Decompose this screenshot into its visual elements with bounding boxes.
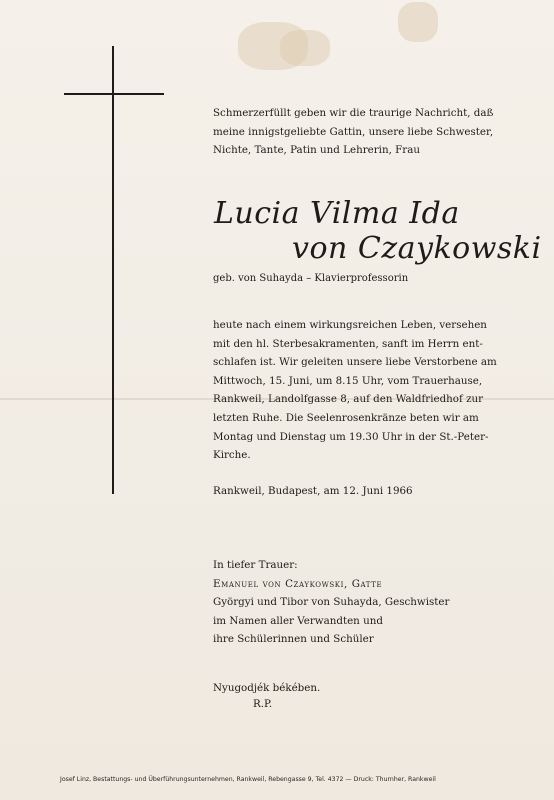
intro-line: meine innigstgeliebte Gattin, unsere liebe Schwester, <box>213 125 494 138</box>
intro-line: Nichte, Tante, Patin und Lehrerin, Frau <box>213 144 420 157</box>
deceased-name-line2: von Czaykowski <box>292 231 542 266</box>
intro-paragraph <box>213 104 513 160</box>
rest-in-peace-line: Nyugodjék békében. <box>213 682 321 694</box>
body-paragraph <box>213 316 513 465</box>
cross-vertical-bar <box>112 46 114 494</box>
mourners-block <box>213 556 513 649</box>
body-line: schlafen ist. Wir geleiten unsere liebe Verstorbene am <box>213 356 497 369</box>
mourners-heading: In tiefer Trauer: <box>213 559 298 571</box>
intro-line: Schmerzerfüllt geben wir die traurige Nachricht, daß <box>213 107 494 119</box>
mourner-husband: Emanuel von Czaykowski, Gatte <box>213 577 383 590</box>
stain-mark <box>398 2 438 42</box>
printer-footer: Josef Linz, Bestattungs- und Überführungsunternehmen, Rankweil, Rebengasse 9, Tel. 4372 — Druck: Thurnher, Rankweil <box>60 776 436 783</box>
place-date-line: Rankweil, Budapest, am 12. Juni 1966 <box>213 485 413 497</box>
body-line: heute nach einem wirkungsreichen Leben, versehen <box>213 319 487 331</box>
body-line: Montag und Dienstag um 19.30 Uhr in der St.-Peter- <box>213 430 489 443</box>
mourner-line: ihre Schülerinnen und Schüler <box>213 633 374 646</box>
stain-mark <box>280 30 330 66</box>
body-line: Kirche. <box>213 449 251 462</box>
body-line: Mittwoch, 15. Juni, um 8.15 Uhr, vom Trauerhause, <box>213 374 483 387</box>
mourner-line: im Namen aller Verwandten und <box>213 614 383 627</box>
born-line: geb. von Suhayda – Klavierprofessorin <box>213 273 409 284</box>
cross-horizontal-bar <box>64 93 164 95</box>
rp-signoff: R.P. <box>253 698 273 710</box>
body-line: mit den hl. Sterbesakramenten, sanft im Herrn ent- <box>213 337 483 350</box>
mourner-line: Györgyi und Tibor von Suhayda, Geschwister <box>213 596 450 609</box>
deceased-name-line1: Lucia Vilma Ida <box>214 196 460 231</box>
body-line: letzten Ruhe. Die Seelenrosenkränze beten wir am <box>213 411 479 424</box>
body-line: Rankweil, Landolfgasse 8, auf den Waldfriedhof zur <box>213 393 484 406</box>
